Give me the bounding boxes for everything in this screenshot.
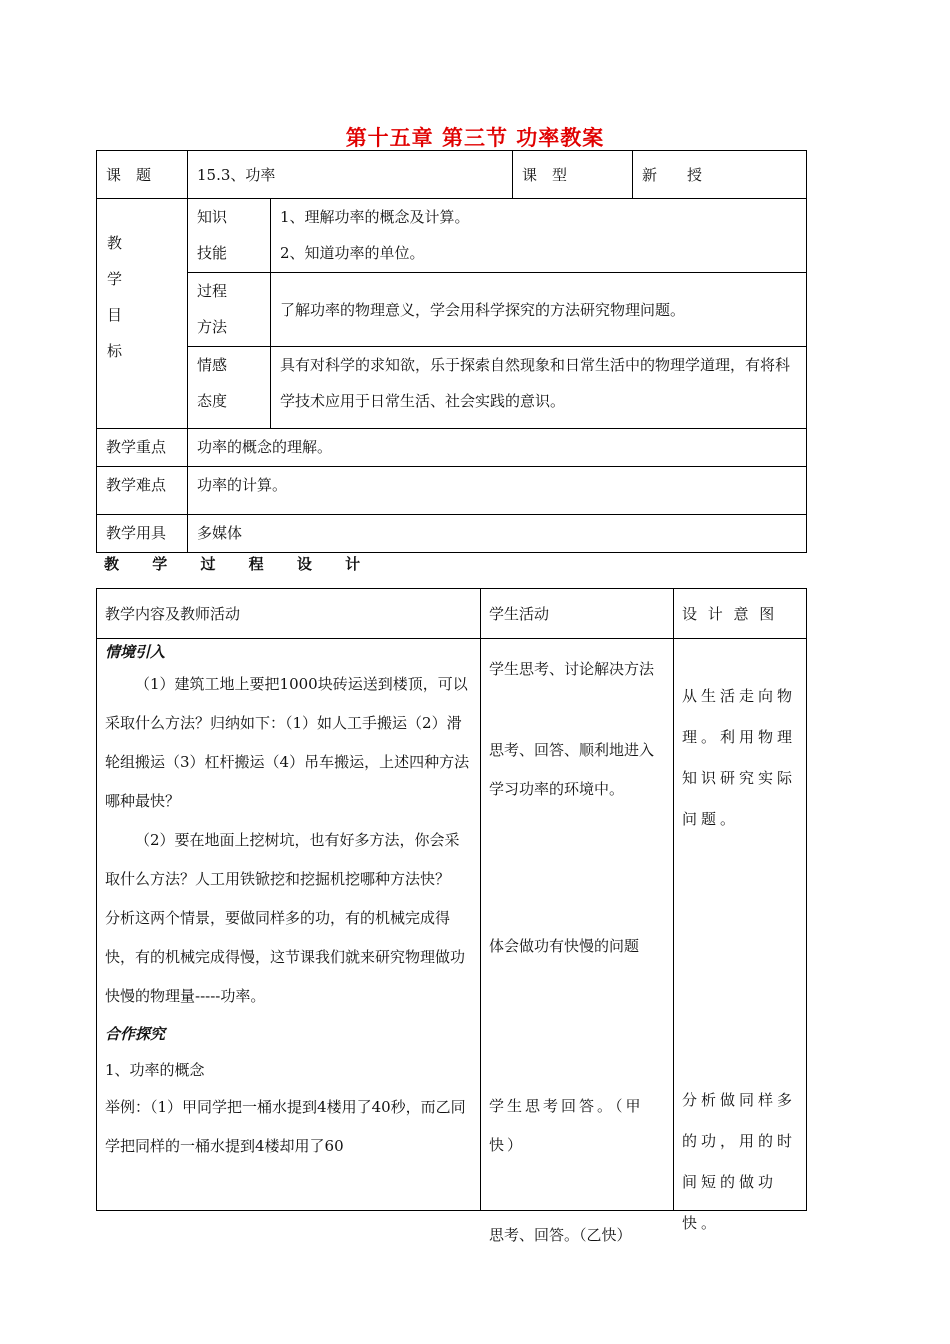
difficulty-label: 教学难点 [97, 467, 188, 515]
process-label [188, 273, 271, 347]
topic-label: 课 题 [97, 151, 188, 199]
focus-value: 功率的概念的理解。 [188, 429, 807, 467]
type-label: 课 型 [513, 151, 633, 199]
goals-label-char: 教 [107, 234, 123, 252]
design-intent [674, 639, 807, 1232]
emotion-label-line: 情感 [197, 356, 228, 374]
intro-heading: 情境引入 [105, 643, 166, 661]
teacher-paragraph: （1）建筑工地上要把1000块砖运送到楼顶，可以采取什么方法？归纳如下：（1）如人工手搬运（2）滑轮组搬运（3）杠杆搬运（4）吊车搬运，上述四种方法哪种最快？ [105, 675, 470, 810]
teacher-paragraph: 1、功率的概念 [105, 1061, 205, 1079]
topic-value: 15.3、功率 [188, 151, 513, 199]
process-label-line: 方法 [197, 318, 228, 336]
knowledge-label-line: 技能 [197, 244, 228, 262]
emotion-label [188, 347, 271, 429]
goals-label-char: 学 [107, 270, 123, 288]
section-heading: 教 学 过 程 设 计 [104, 555, 375, 573]
knowledge-items [271, 199, 807, 273]
header-design: 设 计 意 图 [674, 589, 807, 639]
emotion-label-line: 态度 [197, 392, 228, 410]
student-item: 学生思考、讨论解决方法 [489, 660, 655, 678]
header-student: 学生活动 [481, 589, 674, 639]
student-item: 体会做功有快慢的问题 [489, 937, 640, 955]
teacher-paragraph: 分析这两个情景，要做同样多的功，有的机械完成得快，有的机械完成得慢，这节课我们就来研究物理做功快慢的物理量-----功率。 [105, 909, 466, 1005]
lesson-info-table [96, 150, 807, 553]
design-item: 从生活走向物理。利用物理知识研究实际问题。 [682, 687, 797, 828]
tools-value: 多媒体 [188, 515, 807, 553]
student-item: 学生思考回答。（甲快） [489, 1097, 644, 1154]
emotion-text: 具有对科学的求知欲，乐于探索自然现象和日常生活中的物理学道理，有将科学技术应用于日常生活、社会实践的意识。 [271, 347, 807, 429]
goals-label-char: 标 [107, 342, 123, 360]
student-item: 思考、回答、顺利地进入学习功率的环境中。 [489, 741, 655, 798]
knowledge-item: 1、理解功率的概念及计算。 [280, 208, 470, 226]
teacher-paragraph: 举例：（1）甲同学把一桶水提到4楼用了40秒，而乙同学把同样的一桶水提到4楼却用了60 [105, 1098, 466, 1155]
knowledge-label-line: 知识 [197, 208, 228, 226]
difficulty-value: 功率的计算。 [188, 467, 807, 515]
teacher-paragraph: （2）要在地面上挖树坑，也有好多方法，你会采取什么方法？人工用铁锨挖和挖掘机挖哪种方法快？ [105, 831, 460, 888]
teacher-activities [97, 639, 481, 1211]
type-value: 新 授 [633, 151, 807, 199]
page-title: 第十五章 第三节 功率教案 [345, 126, 605, 150]
explore-heading: 合作探究 [105, 1025, 166, 1043]
focus-label: 教学重点 [97, 429, 188, 467]
tools-label: 教学用具 [97, 515, 188, 553]
knowledge-label [188, 199, 271, 273]
knowledge-item: 2、知道功率的单位。 [280, 244, 425, 262]
process-label-line: 过程 [197, 282, 228, 300]
goals-label [97, 199, 188, 429]
student-item: 思考、回答。（乙快） [489, 1226, 632, 1244]
process-table [96, 588, 807, 1244]
process-text: 了解功率的物理意义，学会用科学探究的方法研究物理问题。 [271, 273, 807, 347]
student-activities [481, 639, 674, 1244]
design-item: 分析做同样多的功，用的时间短的做功快。 [682, 1091, 797, 1232]
goals-label-char: 目 [107, 306, 123, 324]
header-teacher: 教学内容及教师活动 [97, 589, 481, 639]
